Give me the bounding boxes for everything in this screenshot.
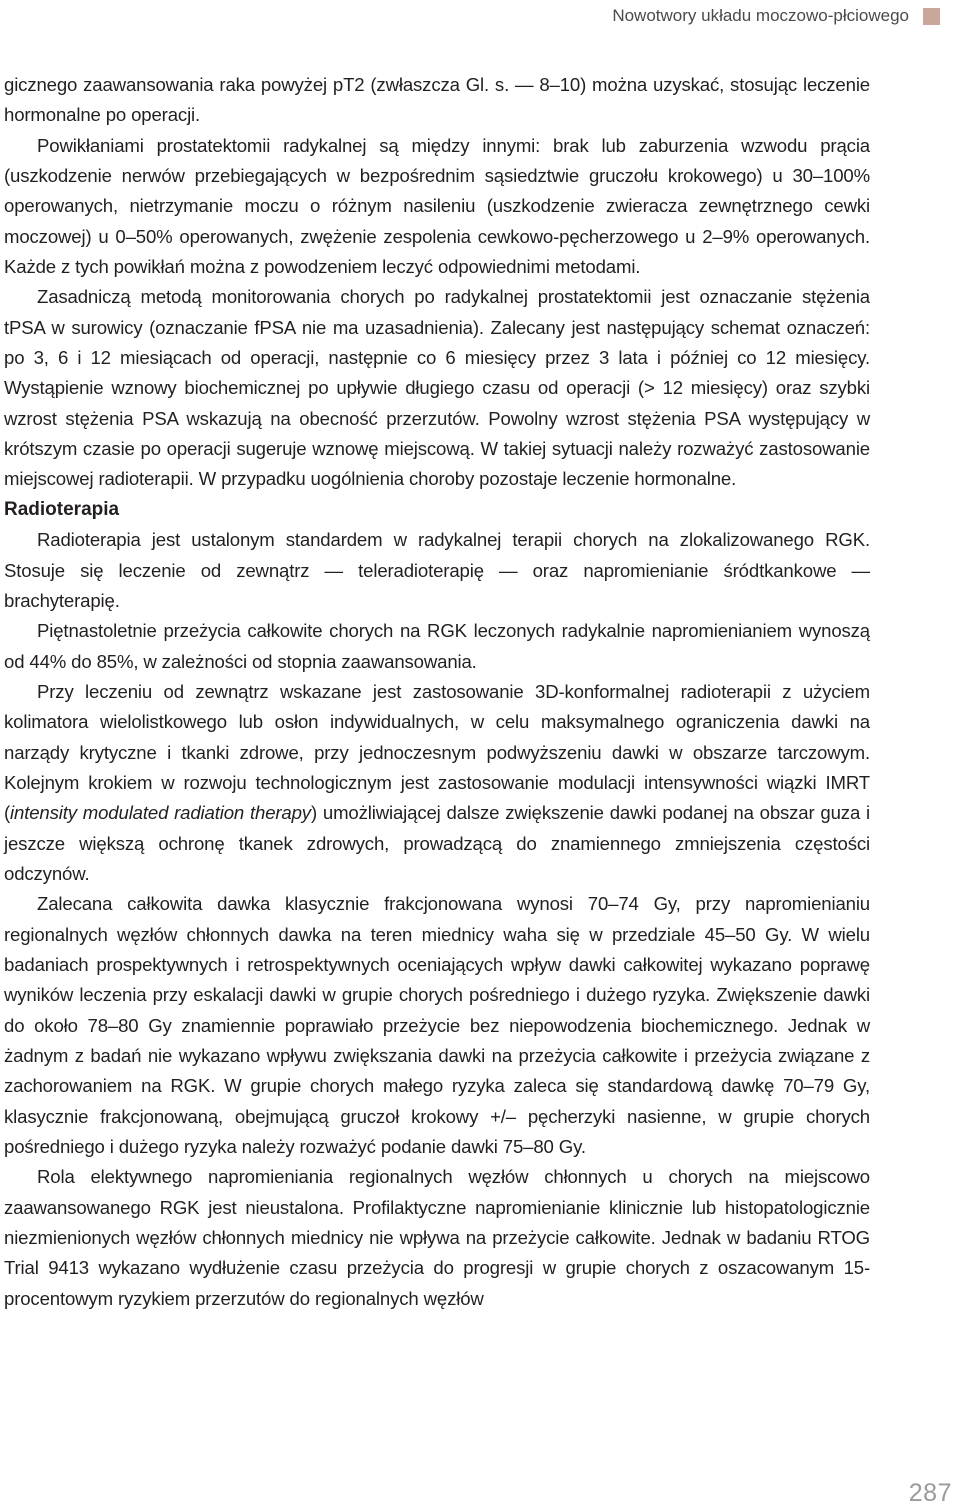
running-title: Nowotwory układu moczowo-płciowego <box>612 6 909 25</box>
paragraph-complications: Powikłaniami prostatektomii radykalnej są między innymi: brak lub zaburzenia wzwodu prącia (uszkodzenie nerwów przebiegających w bezpośrednim sąsiedztwie gruczołu krokowego) u 30–100% operowanych, nietrzymanie moczu o różnym nasileniu (uszkodzenie zwieracza zewnętrznego cewki moczowej) u 0–50% operowanych, zwężenie zespolenia cewkowo-pęcherzowego u 2–9% operowanych. Każde z tych powikłań można z powodzeniem leczyć odpowiednimi metodami. <box>4 134 870 278</box>
imrt-text-before: Przy leczeniu od zewnątrz wskazane jest zastosowanie 3D-konformalnej radioterapii z użyciem kolimatora wielolistkowego lub osłon indywidualnych, w celu maksymalnego ograniczenia dawki na narządy krytyczne i tkanki zdrowe, przy jednoczesnym podwyższeniu dawki w obszarze tarczowym. Kolejnym krokiem w rozwoju technologicznym jest zastosowanie modulacji intensywności wiązki IMRT ( <box>4 680 870 824</box>
paragraph-lymph-nodes: Rola elektywnego napromieniania regionalnych węzłów chłonnych u chorych na miejscowo zaawansowanego RGK jest nieustalona. Profilaktyczne napromienianie klinicznie lub histopatologicznie niezmienionych węzłów chłonnych miednicy nie wpływa na przeżycie całkowite. Jednak w badaniu RTOG Trial 9413 wykazano wydłużenie czasu przeżycia do progresji w grupie chorych z oszacowanym 15-procentowym ryzykiem przerzutów do regionalnych węzłów <box>4 1166 870 1309</box>
page-number: 287 <box>908 1479 952 1507</box>
paragraph-monitoring: Zasadniczą metodą monitorowania chorych po radykalnej prostatektomii jest oznaczanie stężenia tPSA w surowicy (oznaczanie fPSA nie ma uzasadnienia). Zalecany jest następujący schemat oznaczeń: po 3, 6 i 12 miesiącach od operacji, następnie co 6 miesięcy przez 3 lata i później co 12 miesięcy. Wystąpienie wznowy biochemicznej po upływie długiego czasu od operacji (> 12 miesięcy) oraz szybki wzrost stężenia PSA wskazują na obecność przerzutów. Powolny wzrost stężenia PSA występujący w krótszym czasie po operacji sugeruje wznowę miejscową. W takiej sytuacji należy rozważyć zastosowanie miejscowej radioterapii. W przypadku uogólnienia choroby pozostaje leczenie hormonalne. <box>4 286 870 490</box>
paragraph-dose: Zalecana całkowita dawka klasycznie frakcjonowana wynosi 70–74 Gy, przy napromienianiu regionalnych węzłów chłonnych dawka na teren miednicy waha się w przedziale 45–50 Gy. W wielu badaniach prospektywnych i retrospektywnych oceniających wpływ dawki całkowitej wykazano poprawę wyników leczenia przy eskalacji dawki w grupie chorych pośredniego i dużego ryzyka. Zwiększenie dawki do około 78–80 Gy znamiennie poprawiało przeżycie bez niepowodzenia biochemicznego. Jednak w żadnym z badań nie wykazano wpływu zwiększania dawki na przeżycia całkowite i przeżycia związane z zachorowaniem na RGK. W grupie chorych małego ryzyka zaleca się standardową dawkę 70–79 Gy, klasycznie frakcjonowaną, obejmującą gruczoł krokowy +/– pęcherzyki nasienne, w grupie chorych pośredniego i dużego ryzyka należy rozważyć podanie dawki 75–80 Gy. <box>4 893 870 1158</box>
paragraph-continuation: gicznego zaawansowania raka powyżej pT2 (zwłaszcza Gl. s. — 8–10) można uzyskać, stosując leczenie hormonalne po operacji. <box>4 74 870 126</box>
paragraph-survival: Piętnastoletnie przeżycia całkowite chorych na RGK leczonych radykalnie napromienianiem wynoszą od 44% do 85%, w zależności od stopnia zaawansowania. <box>4 620 870 672</box>
paragraph-3d-imrt <box>4 677 870 889</box>
imrt-term-italic: intensity modulated radiation therapy <box>10 802 311 824</box>
page-content <box>4 70 870 1314</box>
imrt-text-after: ) umożliwiającej dalsze zwiększenie dawki podanej na obszar guza i jeszcze większą ochronę tkanek zdrowych, prowadzącą do znamiennego zmniejszenia częstości odczynów. <box>4 802 870 884</box>
paragraph-radiotherapy-standard: Radioterapia jest ustalonym standardem w radykalnej terapii chorych na zlokalizowanego RGK. Stosuje się leczenie od zewnątrz — teleradioterapię — oraz napromienianie śródtkankowe — brachyterapię. <box>4 529 870 611</box>
section-heading-radioterapia: Radioterapia <box>4 498 120 520</box>
header-square-marker <box>923 8 940 25</box>
running-header <box>612 6 940 26</box>
